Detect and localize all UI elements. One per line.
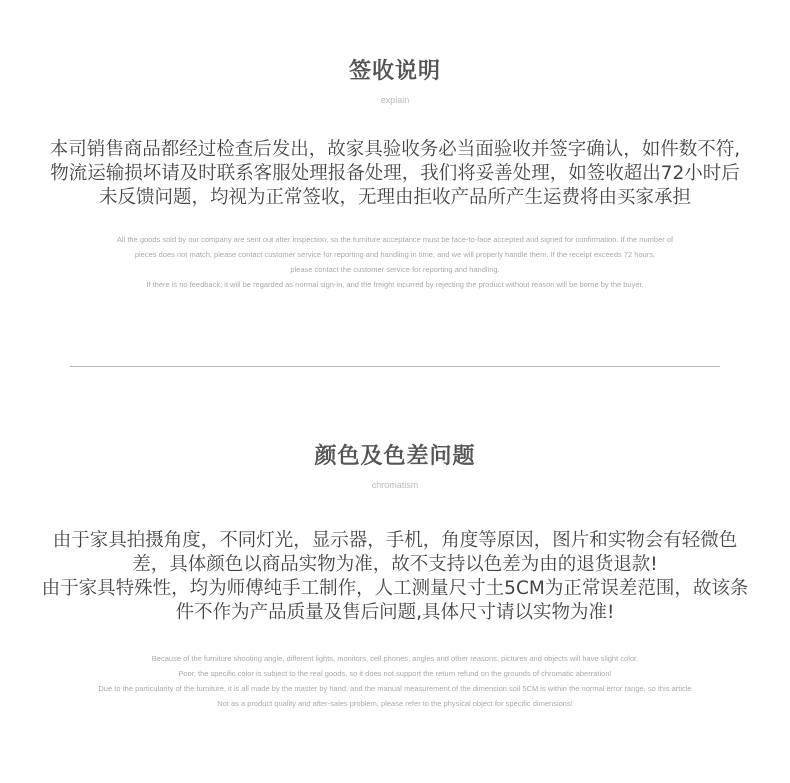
- chromatism-en-line: Because of the furniture shooting angle, different lights, monitors, cell phones, angles and other reasons, pictures and objects will have slight color.: [151, 654, 639, 663]
- receipt-title: 签收说明: [348, 59, 441, 84]
- receipt-section: [0, 56, 790, 292]
- chromatism-section: [0, 441, 790, 711]
- chromatism-subtitle: chromatism: [371, 480, 419, 490]
- chromatism-title: 颜色及色差问题: [314, 444, 476, 469]
- chromatism-cn-line: 件不作为产品质量及售后问题,具体尺寸请以实物为准!: [175, 602, 615, 623]
- receipt-cn-line: 未反馈问题，均视为正常签收，无理由拒收产品所产生运费将由买家承担: [98, 187, 691, 208]
- receipt-cn-line: 本司销售商品都经过检查后发出，故家具验收务必当面验收并签字确认，如件数不符,: [49, 139, 741, 160]
- section-divider: [70, 366, 720, 367]
- chromatism-en-line: Not as a product quality and after-sales problem, please refer to the physical object for specific dimensions!: [217, 699, 573, 708]
- chromatism-cn-line: 差，具体颜色以商品实物为准，故不支持以色差为由的退货退款!: [132, 554, 658, 575]
- receipt-body-en: [0, 232, 790, 292]
- receipt-en-line: pieces does not match, please contact customer service for reporting and handling in time, and we will properly handle them. If the receipt exceeds 72 hours,: [134, 250, 656, 259]
- receipt-en-line: please contact the customer service for reporting and handling.: [290, 265, 500, 274]
- chromatism-body-cn: [0, 529, 790, 625]
- receipt-subtitle: explain: [380, 95, 410, 105]
- chromatism-cn-line: 由于家具特殊性，均为师傅纯手工制作，人工测量尺寸土5CM为正常误差范围，故该条: [41, 578, 749, 599]
- chromatism-en-line: Due to the particularity of the furniture, it is all made by the master by hand, and the manual measurement of the dimension soil 5CM is within the normal error range, so this article: [98, 684, 692, 693]
- chromatism-body-en: [0, 651, 790, 711]
- chromatism-cn-line: 由于家具拍摄角度，不同灯光，显示器，手机，角度等原因，图片和实物会有轻微色: [52, 530, 738, 551]
- receipt-en-line: All the goods sold by our company are sent out after inspection, so the furniture acceptance must be face-to-face accepted and signed for confirmation. If the number of: [116, 235, 674, 244]
- receipt-en-line: If there is no feedback, it will be regarded as normal sign-in, and the freight incurred by rejecting the product without reason will be borne by the buyer.: [146, 280, 644, 289]
- receipt-cn-line: 物流运输损坏请及时联系客服处理报备处理，我们将妥善处理，如签收超出72小时后: [50, 163, 740, 184]
- chromatism-en-line: Poor, the specific color is subject to the real goods, so it does not support the return refund on the grounds of chromatic aberration!: [178, 669, 612, 678]
- receipt-body-cn: [0, 138, 790, 210]
